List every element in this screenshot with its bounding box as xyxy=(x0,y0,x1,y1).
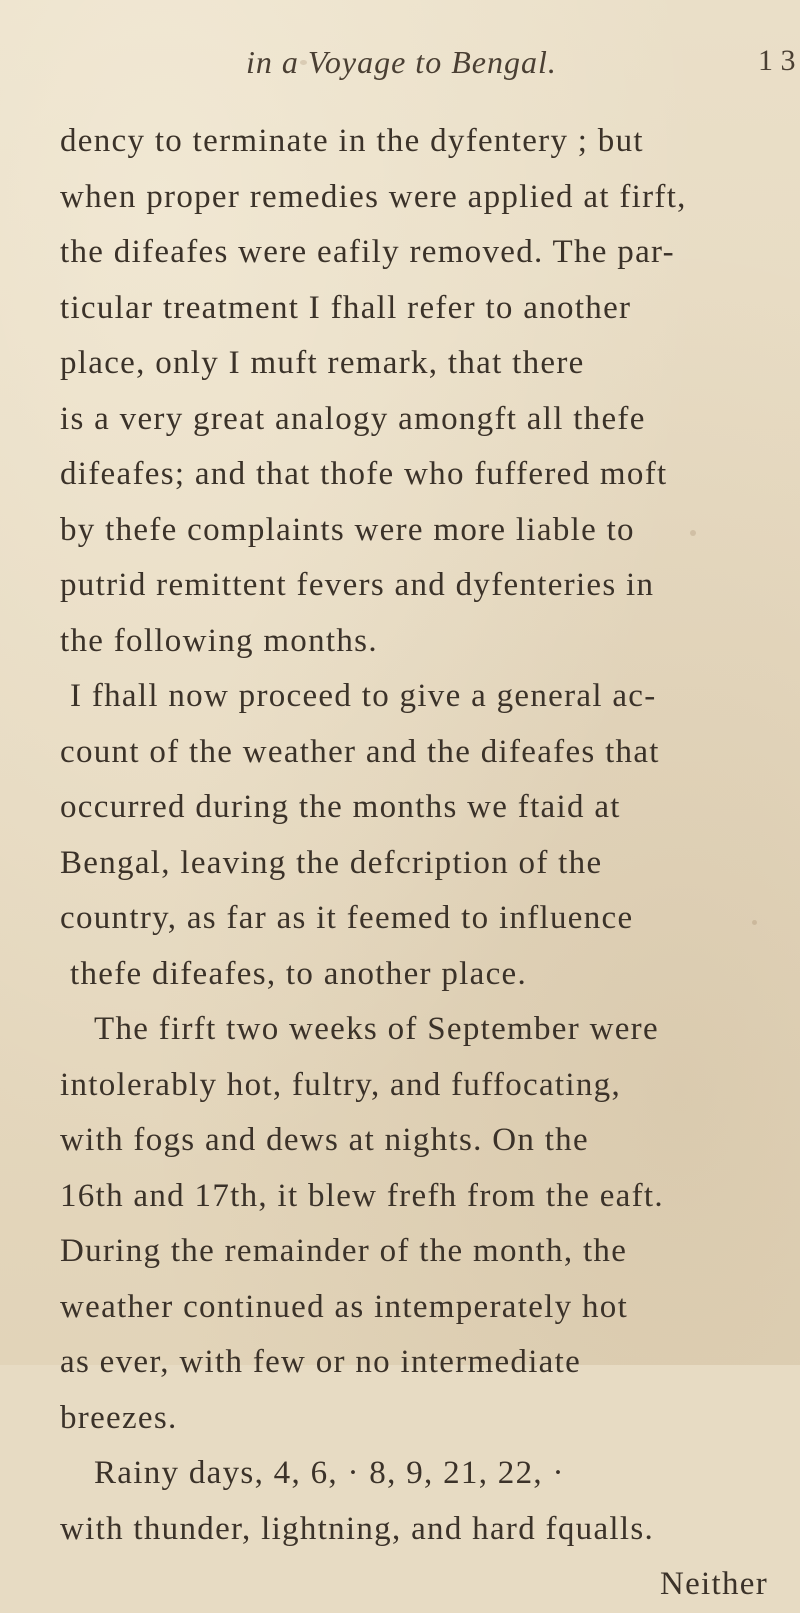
text-line: occurred during the months we ftaid at xyxy=(60,789,621,825)
text-line: dency to terminate in the dyfentery ; but xyxy=(60,123,644,159)
text-line: as ever, with few or no intermediate xyxy=(60,1344,582,1380)
text-line: with thunder, lightning, and hard fqualls. xyxy=(60,1510,655,1547)
text-line: count of the weather and the difeafes that xyxy=(60,733,660,770)
body-text xyxy=(60,114,796,1613)
text-line: by thefe complaints were more liable to xyxy=(60,511,635,548)
text-line: During the remainder of the month, the xyxy=(60,1233,628,1269)
running-header xyxy=(0,44,800,84)
paragraph-start-line: I fhall now proceed to give a general ac- xyxy=(70,678,657,714)
text-line: is a very great analogy amongft all thefe xyxy=(60,400,646,437)
text-line: 16th and 17th, it blew frefh from the eaft. xyxy=(60,1177,664,1214)
running-title: in a Voyage to Bengal. xyxy=(246,44,557,80)
text-line: intolerably hot, fultry, and fuffocating, xyxy=(60,1066,621,1103)
paragraph-start-line: The firft two weeks of September were xyxy=(94,1011,659,1047)
text-line: ticular treatment I fhall refer to another xyxy=(60,289,632,326)
text-line: thefe difeafes, to another place. xyxy=(70,955,528,992)
catchword: Neither xyxy=(659,1566,768,1602)
text-line: Bengal, leaving the defcription of the xyxy=(60,844,603,881)
paragraph-start-line: Rainy days, 4, 6, · 8, 9, 21, 22, · xyxy=(94,1455,565,1491)
text-line: with fogs and dews at nights. On the xyxy=(60,1122,589,1158)
text-line: place, only I muft remark, that there xyxy=(60,345,585,381)
text-line: country, as far as it feemed to influence xyxy=(60,900,634,936)
text-line: difeafes; and that thofe who fuffered moft xyxy=(60,456,668,492)
text-line: breezes. xyxy=(60,1399,178,1436)
text-line: weather continued as intemperately hot xyxy=(60,1288,629,1325)
text-line: the following months. xyxy=(60,622,378,659)
text-line: the difeafes were eafily removed. The par- xyxy=(60,234,675,270)
page-number: 1 3 xyxy=(758,44,796,77)
text-line: putrid remittent fevers and dyfenteries in xyxy=(60,567,655,603)
text-line: when proper remedies were applied at firft, xyxy=(60,178,687,215)
